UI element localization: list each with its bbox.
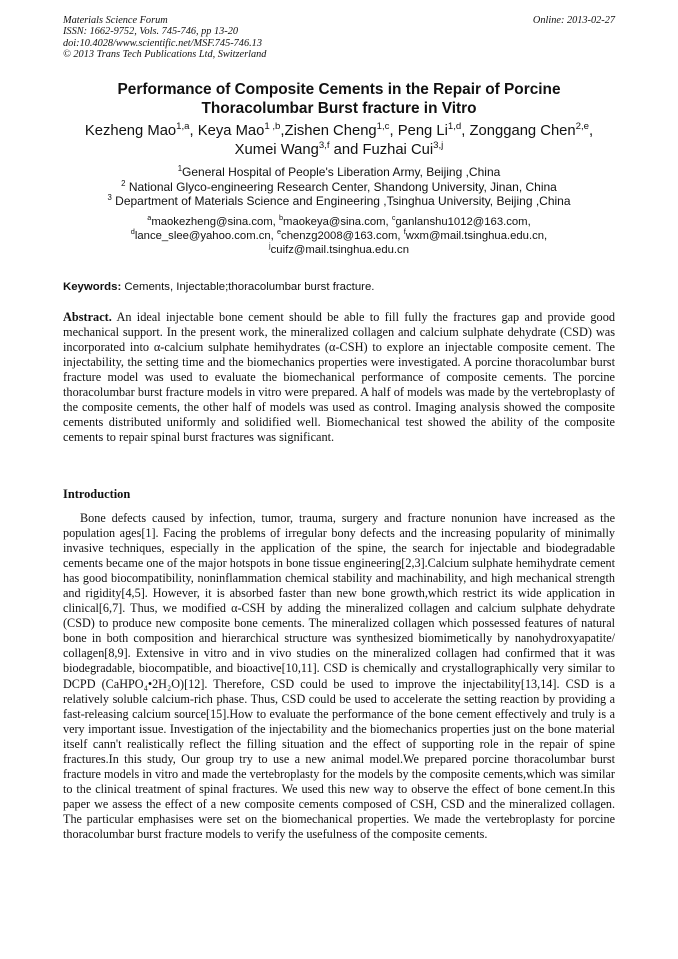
copyright-line: © 2013 Trans Tech Publications Ltd, Switzerland — [63, 48, 267, 60]
author-name: Zishen Cheng — [284, 123, 377, 139]
author — [198, 123, 285, 139]
affiliation — [40, 165, 638, 180]
author-sep: , — [280, 123, 285, 139]
affiliation-sup: 2 — [121, 178, 126, 188]
author-sep: , — [589, 123, 594, 139]
journal-name: Materials Science Forum — [63, 15, 168, 26]
abstract-text: An ideal injectable bone cement should be able to fill fully the fractures gap and provide good mechanical support. In the present work, the mineralized collagen and calcium sulphate dehydrate (CSD) was incorporated into α-calcium sulphate hemihydrates (α-CSH) to explore an injectable composite cement. The injectability, the setting time and the biomechanics properties were investigated. A porcine thoracolumbar burst fracture model was used to evaluate the biomechanical performance of composite cements. The porcine thoracolumbar burst fracture models in vitro were prepared. A half of models was made by the vertebroplasty of the composite cements, the other half of models was used as control. Imaging analysis showed the composite cements distributed uniformly and solidified well. Biomechanical test showed the ability of the composite cements to repair spinal burst fractures was significant. — [63, 310, 615, 445]
affiliation-text: Department of Materials Science and Engineering ,Tsinghua University, Beijing ,China — [111, 194, 571, 208]
keywords-label: Keywords: — [63, 281, 122, 293]
email-link[interactable]: chenzg2008@163.com, — [281, 230, 404, 242]
email-sup: e — [276, 227, 282, 237]
author — [470, 123, 594, 139]
affiliation-sup: 3 — [107, 193, 112, 202]
author-sep: , — [389, 123, 398, 139]
title-line-1: Performance of Composite Cements in the Repair of Porcine — [117, 81, 561, 98]
author-name: Peng Li — [397, 123, 448, 139]
email-line — [40, 215, 638, 229]
email-link[interactable]: wxm@mail.tsinghua.edu.cn, — [405, 230, 548, 242]
author-name: Keya Mao — [197, 123, 265, 139]
author-name: Fuzhai Cui — [362, 142, 434, 158]
author — [398, 123, 470, 139]
email-sup: a — [147, 213, 152, 223]
author — [235, 142, 363, 158]
author-sup: 3,j — [433, 140, 444, 152]
affiliations — [40, 165, 638, 209]
email-line — [40, 243, 638, 257]
affiliation-text: National Glyco-engineering Research Center, Shandong University, Jinan, China — [125, 179, 557, 194]
email-link[interactable]: ganlanshu1012@163.com, — [395, 216, 531, 228]
author — [362, 142, 443, 158]
email-sup: j — [269, 241, 271, 251]
issn-line: ISSN: 1662-9752, Vols. 745-746, pp 13-20 — [63, 26, 239, 38]
author-sup: 2,e — [575, 121, 590, 133]
affiliation-sup: 1 — [177, 164, 183, 173]
author-sup: 1 ,b — [264, 121, 281, 133]
author-sup: 3,f — [318, 140, 330, 152]
author-name: Kezheng Mao — [84, 123, 177, 139]
author-sep: , — [189, 123, 198, 139]
abstract — [63, 310, 615, 445]
email-sup: d — [130, 227, 135, 237]
doi-line: doi:10.4028/www.scientific.net/MSF.745-746.13 — [63, 37, 262, 49]
affiliation-text: General Hospital of People's Liberation Army, Beijing ,China — [182, 165, 501, 179]
online-date: Online: 2013-02-27 — [532, 15, 615, 26]
email-link[interactable]: maokezheng@sina.com, — [151, 216, 279, 228]
email-line — [40, 229, 638, 243]
author-sep: , — [461, 123, 470, 139]
author-sup: 1,d — [447, 121, 462, 133]
introduction-heading: Introduction — [63, 487, 131, 501]
email-sup: c — [391, 213, 396, 223]
affiliation — [40, 180, 638, 195]
author — [285, 123, 398, 139]
paper-title — [40, 80, 638, 118]
affiliation — [40, 194, 638, 209]
journal-header — [63, 15, 266, 60]
author-list — [40, 122, 638, 160]
email-sup: f — [403, 227, 406, 237]
keywords-text: Cements, Injectable;thoracolumbar burst fracture. — [121, 281, 375, 293]
email-sup: b — [278, 213, 284, 223]
keywords — [63, 281, 615, 293]
abstract-label: Abstract. — [63, 310, 112, 324]
email-link[interactable]: lance_slee@yahoo.com.cn, — [134, 230, 277, 242]
email-link[interactable]: maokeya@sina.com, — [283, 216, 392, 228]
author-name: Xumei Wang — [234, 142, 319, 158]
title-line-2: Thoracolumbar Burst fracture in Vitro — [201, 100, 477, 117]
introduction-body: Bone defects caused by infection, tumor, trauma, surgery and fracture nonunion have increased as the population ages[1]. Facing the problems of irregular bony defects and the increasing popularity of minimally invasive techniques, especially in the application of the spine, the search for injectable and biodegradable cements became one of the major hotspots in bone tissue engineering[2,3].Calcium sulphate hemihydrate cement has good biocompatibility, noninflammation chemical stability and machinability, and high mechanical strength and rigidity[4,5]. However, it is absorbed faster than new bone growth,which restrict its wide application in clinical[6,7]. Thus, we modified α-CSH by adding the mineralized collagen and calcium sulphate dehydrate (CSD) to produce new composite bone cements. The mineralized collagen which possessed features of natural bone in both composition and hierarchical structure was synthesized biomimetically by nanohydroxyapatite/ collagen[8,9]. Extensive in vitro and in vivo studies on the mineralized collagen had confirmed that it was biodegradable, biocompatible, and bioactive[10,11]. CSD is chemically and crystallographically very similar to DCPD (CaHPO₄•2H₂O)[12]. Therefore, CSD could be used to improve the injectability[13,14]. CSD is a relatively soluble calcium-rich phase. Thus, CSD could be used to accelerate the setting reaction by providing a fast-releasing calcium source[15].How to evaluate the performance of the bone cement effectively and truly is a very important issue. Investigation of the injectability and the biomechanics properties just on the bone material itself cann't realistically reflect the filling situation and the effect of supporting role in the repair of spine fractures.In this study, Our group try to use a new animal model.We prepared porcine thoracolumbar burst fracture models in vitro and made the vertebroplasty for the models by the composite cements,which was similar to the clinical treatment of spinal fractures. We used this new way to observe the effect of bone cement.In this paper we assess the effect of a new composite cements composed of CSH, CSD and the mineralized collagen. The particular emphasises were set on the biomechanical properties. We made the vertebroplasty for porcine thoracolumbar burst fracture models to verify the usefulness of the composite cements. — [63, 511, 615, 841]
email-list — [40, 215, 638, 257]
author-sep: and — [329, 142, 363, 158]
author-sup: 1,a — [176, 121, 190, 133]
author-sup: 1,c — [376, 121, 390, 133]
email-link[interactable]: cuifz@mail.tsinghua.edu.cn — [270, 244, 409, 256]
author — [85, 123, 198, 139]
author-name: Zonggang Chen — [469, 123, 576, 139]
